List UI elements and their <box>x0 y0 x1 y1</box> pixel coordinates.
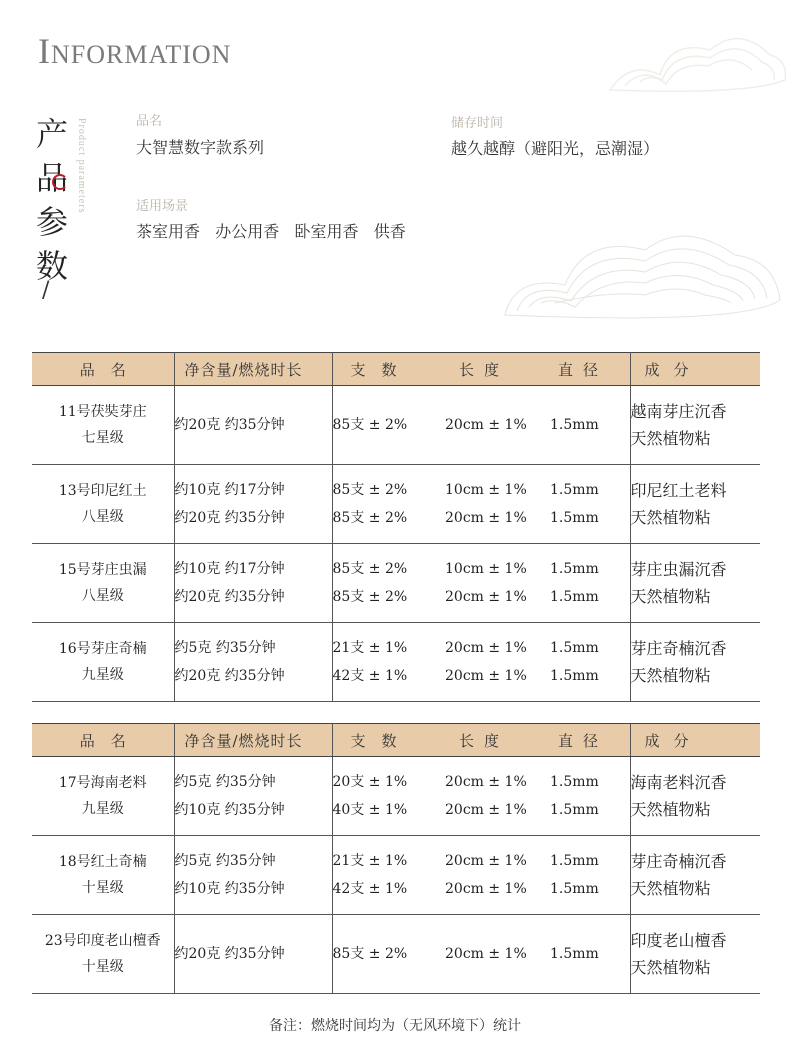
table-header-row <box>32 353 760 386</box>
spec-table-2 <box>32 723 760 994</box>
count-cell <box>332 465 445 544</box>
product-name-cell <box>32 623 174 702</box>
col-header-name: 品名 <box>32 353 174 386</box>
count-cell <box>332 757 445 836</box>
length-cell <box>445 465 550 544</box>
length-cell <box>445 623 550 702</box>
count-line: 85支 ± 2% <box>332 946 408 962</box>
product-name-cell <box>32 757 174 836</box>
length-line: 20cm ± 1% <box>445 774 527 790</box>
vertical-title-char: 数 <box>35 247 68 285</box>
name-value: 大智慧数字款系列 <box>136 138 265 157</box>
heading-initial: I <box>38 31 51 71</box>
length-cell <box>445 757 550 836</box>
diameter-line: 1.5mm <box>550 802 599 818</box>
vertical-title-char: 品 <box>35 159 68 197</box>
product-name: 13号印尼红土 <box>58 483 147 499</box>
vertical-subtitle: Product parameters <box>76 118 87 214</box>
content-line: 约20克 约35分钟 <box>174 510 285 526</box>
count-line: 40支 ± 1% <box>332 802 408 818</box>
product-name-cell <box>32 465 174 544</box>
col-header-ingredients: 成分 <box>630 353 760 386</box>
length-cell <box>445 915 550 994</box>
length-line: 20cm ± 1% <box>445 881 527 897</box>
product-name: 11号茯奘芽庄 <box>58 404 147 420</box>
storage-value: 越久越醇（避阳光，忌潮湿） <box>451 139 660 158</box>
diameter-cell <box>550 386 630 465</box>
ingredient-line: 天然植物粘 <box>630 666 711 685</box>
ingredient-line: 印度老山檀香 <box>630 931 727 950</box>
product-name-cell <box>32 915 174 994</box>
ingredients-cell <box>630 836 760 915</box>
vertical-title-char: 参 <box>35 203 68 241</box>
product-grade: 八星级 <box>81 588 124 604</box>
footnote: 备注：燃烧时间均为（无风环境下）统计 <box>269 1018 521 1034</box>
ingredient-line: 海南老料沉香 <box>630 773 727 792</box>
page-heading <box>38 30 231 72</box>
length-line: 10cm ± 1% <box>445 561 527 577</box>
diameter-line: 1.5mm <box>550 946 599 962</box>
ingredient-line: 天然植物粘 <box>630 587 711 606</box>
table-row <box>32 836 760 915</box>
col-header-name: 品名 <box>32 724 174 757</box>
count-cell <box>332 836 445 915</box>
red-accent-mark <box>52 174 68 190</box>
length-line: 20cm ± 1% <box>445 640 527 656</box>
col-header-diameter: 直径 <box>550 353 630 386</box>
usage-label: 适用场景 <box>136 199 189 214</box>
vertical-title <box>30 112 74 288</box>
ingredients-cell <box>630 544 760 623</box>
content-line: 约10克 约17分钟 <box>174 561 285 577</box>
ingredient-line: 芽庄虫漏沉香 <box>630 560 727 579</box>
content-line: 约20克 约35分钟 <box>174 589 285 605</box>
product-name: 16号芽庄奇楠 <box>58 641 147 657</box>
diameter-line: 1.5mm <box>550 774 599 790</box>
ingredient-line: 天然植物粘 <box>630 429 711 448</box>
ingredient-line: 天然植物粘 <box>630 800 711 819</box>
diameter-cell <box>550 465 630 544</box>
count-line: 85支 ± 2% <box>332 561 408 577</box>
col-header-count: 支数 <box>332 353 445 386</box>
storage-label: 储存时间 <box>451 116 504 131</box>
vertical-title-char: 产 <box>35 115 68 153</box>
content-cell <box>174 386 332 465</box>
content-cell <box>174 623 332 702</box>
length-line: 20cm ± 1% <box>445 946 527 962</box>
content-cell <box>174 465 332 544</box>
count-line: 42支 ± 1% <box>332 668 408 684</box>
count-cell <box>332 386 445 465</box>
product-name-cell <box>32 836 174 915</box>
length-line: 20cm ± 1% <box>445 589 527 605</box>
length-cell <box>445 544 550 623</box>
product-name-cell <box>32 386 174 465</box>
count-cell <box>332 915 445 994</box>
table-row <box>32 386 760 465</box>
product-name-cell <box>32 544 174 623</box>
count-line: 20支 ± 1% <box>332 774 408 790</box>
product-grade: 八星级 <box>81 509 124 525</box>
content-line: 约20克 约35分钟 <box>174 417 285 433</box>
content-line: 约20克 约35分钟 <box>174 668 285 684</box>
col-header-count: 支数 <box>332 724 445 757</box>
length-cell <box>445 836 550 915</box>
ingredient-line: 天然植物粘 <box>630 958 711 977</box>
table-row <box>32 544 760 623</box>
ingredients-cell <box>630 623 760 702</box>
table-row <box>32 623 760 702</box>
count-cell <box>332 623 445 702</box>
count-line: 21支 ± 1% <box>332 640 408 656</box>
product-name: 15号芽庄虫漏 <box>58 562 147 578</box>
diameter-cell <box>550 757 630 836</box>
col-header-length: 长度 <box>445 724 550 757</box>
heading-rest: NFORMATION <box>51 40 232 69</box>
ingredient-line: 芽庄奇楠沉香 <box>630 852 727 871</box>
count-line: 85支 ± 2% <box>332 482 408 498</box>
table-header-row <box>32 724 760 757</box>
col-header-length: 长度 <box>445 353 550 386</box>
ingredient-line: 印尼红土老料 <box>630 481 727 500</box>
count-cell <box>332 544 445 623</box>
length-line: 20cm ± 1% <box>445 802 527 818</box>
cloud-decoration-middle <box>495 215 790 340</box>
diameter-line: 1.5mm <box>550 640 599 656</box>
length-cell <box>445 386 550 465</box>
name-label: 品名 <box>136 114 163 129</box>
ingredient-line: 芽庄奇楠沉香 <box>630 639 727 658</box>
cloud-decoration-top <box>600 20 790 110</box>
col-header-diameter: 直径 <box>550 724 630 757</box>
count-line: 85支 ± 2% <box>332 417 408 433</box>
product-name: 18号红土奇楠 <box>58 854 147 870</box>
ingredients-cell <box>630 915 760 994</box>
length-line: 20cm ± 1% <box>445 417 527 433</box>
ingredient-line: 天然植物粘 <box>630 879 711 898</box>
count-line: 85支 ± 2% <box>332 589 408 605</box>
product-grade: 九星级 <box>81 801 124 817</box>
diameter-line: 1.5mm <box>550 853 599 869</box>
product-grade: 十星级 <box>81 880 124 896</box>
ingredient-line: 天然植物粘 <box>630 508 711 527</box>
diameter-line: 1.5mm <box>550 881 599 897</box>
count-line: 42支 ± 1% <box>332 881 408 897</box>
length-line: 10cm ± 1% <box>445 482 527 498</box>
content-cell <box>174 757 332 836</box>
diameter-line: 1.5mm <box>550 589 599 605</box>
diameter-cell <box>550 623 630 702</box>
ingredients-cell <box>630 386 760 465</box>
diameter-line: 1.5mm <box>550 668 599 684</box>
content-cell <box>174 915 332 994</box>
product-grade: 七星级 <box>81 430 124 446</box>
length-line: 20cm ± 1% <box>445 510 527 526</box>
diameter-line: 1.5mm <box>550 510 599 526</box>
length-line: 20cm ± 1% <box>445 853 527 869</box>
content-line: 约10克 约35分钟 <box>174 802 285 818</box>
vertical-slash: / <box>42 278 50 303</box>
col-header-ingredients: 成分 <box>630 724 760 757</box>
table-row <box>32 757 760 836</box>
product-name: 23号印度老山檀香 <box>44 933 161 949</box>
product-grade: 十星级 <box>81 959 124 975</box>
diameter-cell <box>550 836 630 915</box>
diameter-line: 1.5mm <box>550 417 599 433</box>
content-cell <box>174 836 332 915</box>
content-line: 约5克 约35分钟 <box>174 853 276 869</box>
length-line: 20cm ± 1% <box>445 668 527 684</box>
table-row <box>32 915 760 994</box>
diameter-cell <box>550 544 630 623</box>
ingredients-cell <box>630 465 760 544</box>
col-header-content: 净含量/燃烧时长 <box>174 724 332 757</box>
usage-value: 茶室用香 办公用香 卧室用香 供香 <box>136 222 406 241</box>
ingredient-line: 越南芽庄沉香 <box>630 402 727 421</box>
content-line: 约5克 约35分钟 <box>174 774 276 790</box>
diameter-line: 1.5mm <box>550 482 599 498</box>
product-name: 17号海南老料 <box>58 775 147 791</box>
ingredients-cell <box>630 757 760 836</box>
col-header-content: 净含量/燃烧时长 <box>174 353 332 386</box>
spec-table-1 <box>32 352 760 702</box>
content-cell <box>174 544 332 623</box>
count-line: 21支 ± 1% <box>332 853 408 869</box>
count-line: 85支 ± 2% <box>332 510 408 526</box>
table-row <box>32 465 760 544</box>
content-line: 约20克 约35分钟 <box>174 946 285 962</box>
content-line: 约5克 约35分钟 <box>174 640 276 656</box>
diameter-line: 1.5mm <box>550 561 599 577</box>
content-line: 约10克 约35分钟 <box>174 881 285 897</box>
product-grade: 九星级 <box>81 667 124 683</box>
diameter-cell <box>550 915 630 994</box>
content-line: 约10克 约17分钟 <box>174 482 285 498</box>
